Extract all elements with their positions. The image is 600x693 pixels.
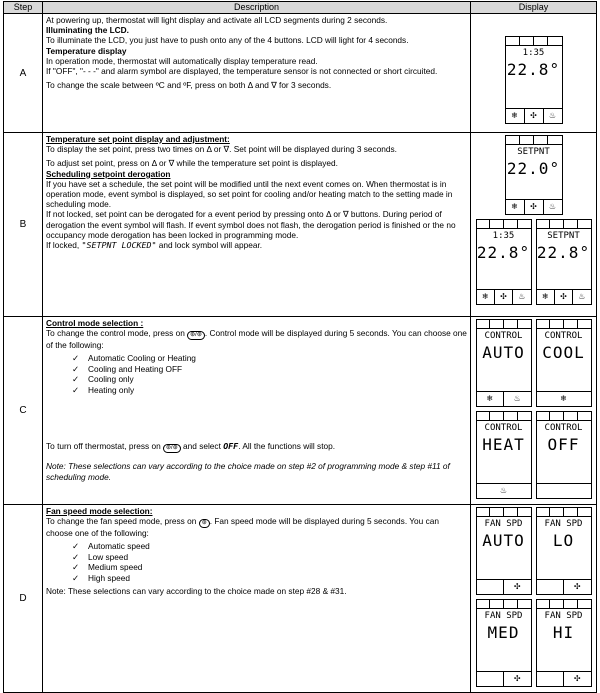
lcd-line-1: 1:35 [492, 231, 515, 241]
section-title: Temperature display [46, 45, 127, 56]
lcd-display [536, 219, 592, 305]
lcd-line-2: LO [552, 531, 575, 550]
flame-icon: ♨ [518, 292, 526, 301]
header-step: Step [4, 2, 43, 14]
fan-icon: ✣ [573, 674, 581, 683]
flame-icon: ♨ [548, 202, 557, 211]
body-text [46, 240, 467, 250]
list-item: ✓ Cooling only [72, 374, 467, 385]
flame-icon: ♨ [513, 394, 521, 403]
body-text: To display the set point, press two times on Δ or ∇. Set point will be displayed during 3 seconds. [46, 144, 397, 155]
body-text: If not locked, set point can be derogated for a event period by pressing onto Δ or ∇ buttons. During period of derogation the event symbol will flash. If event symbol does not flash, the derogation period is finished or the no occupancy mode derogation has been locked in programming mode. [46, 209, 456, 240]
section-title: Temperature set point display and adjustment: [46, 134, 230, 144]
lcd-line-1: FAN SPD [484, 611, 523, 621]
fan-speed-list [72, 541, 467, 583]
section-title: Control mode selection : [46, 318, 144, 328]
lcd-display [536, 599, 592, 687]
fan-icon: ✣ [513, 674, 521, 683]
body-text: To change the scale between ºC and ºF, press on both Δ and ∇ for 3 seconds. [46, 80, 332, 91]
snowflake-icon: ❄ [506, 109, 525, 123]
row-c [4, 317, 597, 505]
body-text: To adjust set point, press on Δ or ∇ while the temperature set point is displayed. [46, 158, 338, 169]
header-display: Display [471, 2, 597, 14]
lcd-display [476, 319, 532, 407]
display-a [471, 14, 597, 133]
header-row [4, 2, 597, 14]
body-text: If you have set a schedule, the set point will be modified until the next event comes on. When thermostat is in operation mode, event symbol is displayed, so set point for cooling and/or heating match to the setting made in scheduling mode. [46, 178, 453, 210]
lcd-line-1: CONTROL [544, 331, 583, 341]
lcd-line-1: CONTROL [484, 331, 523, 341]
text-part: To change the fan speed mode, press on [46, 516, 197, 527]
text-part: and select [183, 441, 221, 452]
fan-button-icon: ⊛ [199, 519, 210, 528]
text-part: . Fan speed mode will be displayed during 5 seconds. You can choose one of the following: [46, 516, 439, 539]
lcd-line-1: SETPNT [547, 231, 580, 241]
off-label: OFF [223, 441, 239, 452]
lcd-display [476, 507, 532, 595]
lcd-line-2: AUTO [482, 531, 525, 550]
list-item: ✓ Medium speed [72, 562, 467, 573]
text-part: To turn off thermostat, press on [46, 441, 161, 452]
mode-button-icon: ⊛/⊛ [163, 444, 181, 453]
lcd-line-2: HI [552, 623, 575, 642]
fan-icon: ✣ [495, 290, 513, 304]
description-d [43, 505, 471, 693]
body-text [46, 328, 467, 350]
note-text: Note: These selections can vary according to the choice made on step #28 & #31. [46, 586, 347, 597]
body-text: To illuminate the LCD, you just have to push onto any of the 4 buttons. LCD will light for 4 seconds. [46, 35, 409, 46]
lcd-line-2: 22.0° [506, 159, 561, 178]
header-description: Description [43, 2, 471, 14]
lcd-display [536, 319, 592, 407]
row-b [4, 133, 597, 317]
lcd-display [536, 411, 592, 499]
step-label: B [4, 133, 43, 317]
fan-icon: ✣ [525, 109, 544, 123]
text-part: If locked, [46, 240, 82, 251]
body-text: In operation mode, thermostat will automatically display temperature read. [46, 55, 318, 66]
row-a [4, 14, 597, 133]
step-label: C [4, 317, 43, 505]
intro-text: At powering up, thermostat will light display and activate all LCD segments during 2 seconds. [46, 15, 388, 25]
lcd-display [505, 135, 563, 215]
note-text: Note: These selections can vary according to the choice made on step #2 of programming mode & step #11 of scheduling mode. [46, 461, 450, 482]
lcd-line-2: 22.8° [506, 60, 561, 79]
lcd-line-1: FAN SPD [544, 519, 583, 529]
text-part: . All the functions will stop. [238, 441, 336, 452]
description-b [43, 133, 471, 317]
text-part: . Control mode will be displayed during 5 seconds. You can choose one of the following: [46, 328, 467, 351]
lcd-line-2: 22.8° [536, 243, 591, 262]
display-d [471, 505, 597, 693]
display-b [471, 133, 597, 317]
flame-icon: ♨ [578, 292, 586, 301]
body-text: If "OFF", "- - -" and alarm symbol are displayed, the temperature sensor is not connected or short circuited. [46, 66, 438, 77]
lcd-line-2: 22.8° [476, 243, 531, 262]
lcd-line-1: CONTROL [484, 423, 523, 433]
snowflake-icon: ❄ [537, 290, 555, 304]
list-item: ✓ Automatic Cooling or Heating [72, 353, 467, 364]
step-label: A [4, 14, 43, 133]
row-d [4, 505, 597, 693]
snowflake-icon: ❄ [477, 290, 495, 304]
lcd-line-2: OFF [547, 435, 580, 454]
fan-icon: ✣ [555, 290, 573, 304]
mode-button-icon: ⊛/⊛ [187, 331, 205, 340]
control-mode-list [72, 353, 467, 395]
fan-icon: ✣ [513, 582, 521, 591]
lcd-line-2: MED [487, 623, 520, 642]
section-title: Fan speed mode selection: [46, 506, 153, 516]
lcd-display [536, 507, 592, 595]
lcd-line-2: COOL [542, 343, 585, 362]
lcd-display [476, 411, 532, 499]
description-a [43, 14, 471, 133]
lcd-display [476, 599, 532, 687]
display-c [471, 317, 597, 505]
body-text [46, 441, 467, 453]
body-text [46, 516, 467, 538]
list-item: ✓ Heating only [72, 385, 467, 396]
snowflake-icon: ❄ [506, 200, 525, 214]
lcd-line-2: AUTO [482, 343, 525, 362]
lcd-line-1: FAN SPD [544, 611, 583, 621]
description-c [43, 317, 471, 505]
snowflake-icon: ❄ [560, 394, 567, 403]
instruction-table [3, 1, 597, 693]
list-item: ✓ High speed [72, 573, 467, 584]
section-title: Illuminating the LCD. [46, 25, 129, 36]
section-title: Scheduling setpoint derogation [46, 168, 171, 179]
list-item: ✓ Automatic speed [72, 541, 467, 552]
lcd-display [476, 219, 532, 305]
lcd-display [505, 36, 563, 124]
lcd-line-1: FAN SPD [484, 519, 523, 529]
flame-icon: ♨ [499, 486, 508, 495]
text-part: and lock symbol will appear. [156, 240, 263, 251]
locked-message: "SETPNT LOCKED" [81, 240, 157, 251]
flame-icon: ♨ [548, 111, 557, 120]
fan-icon: ✣ [525, 200, 544, 214]
step-label: D [4, 505, 43, 693]
snowflake-icon: ❄ [477, 392, 505, 406]
text-part: To change the control mode, press on [46, 328, 185, 339]
lcd-line-1: CONTROL [544, 423, 583, 433]
lcd-line-2: HEAT [482, 435, 525, 454]
lcd-line-1: 1:35 [522, 48, 545, 58]
list-item: ✓ Low speed [72, 552, 467, 563]
lcd-line-1: SETPNT [517, 147, 550, 157]
fan-icon: ✣ [573, 582, 581, 591]
list-item: ✓ Cooling and Heating OFF [72, 364, 467, 375]
